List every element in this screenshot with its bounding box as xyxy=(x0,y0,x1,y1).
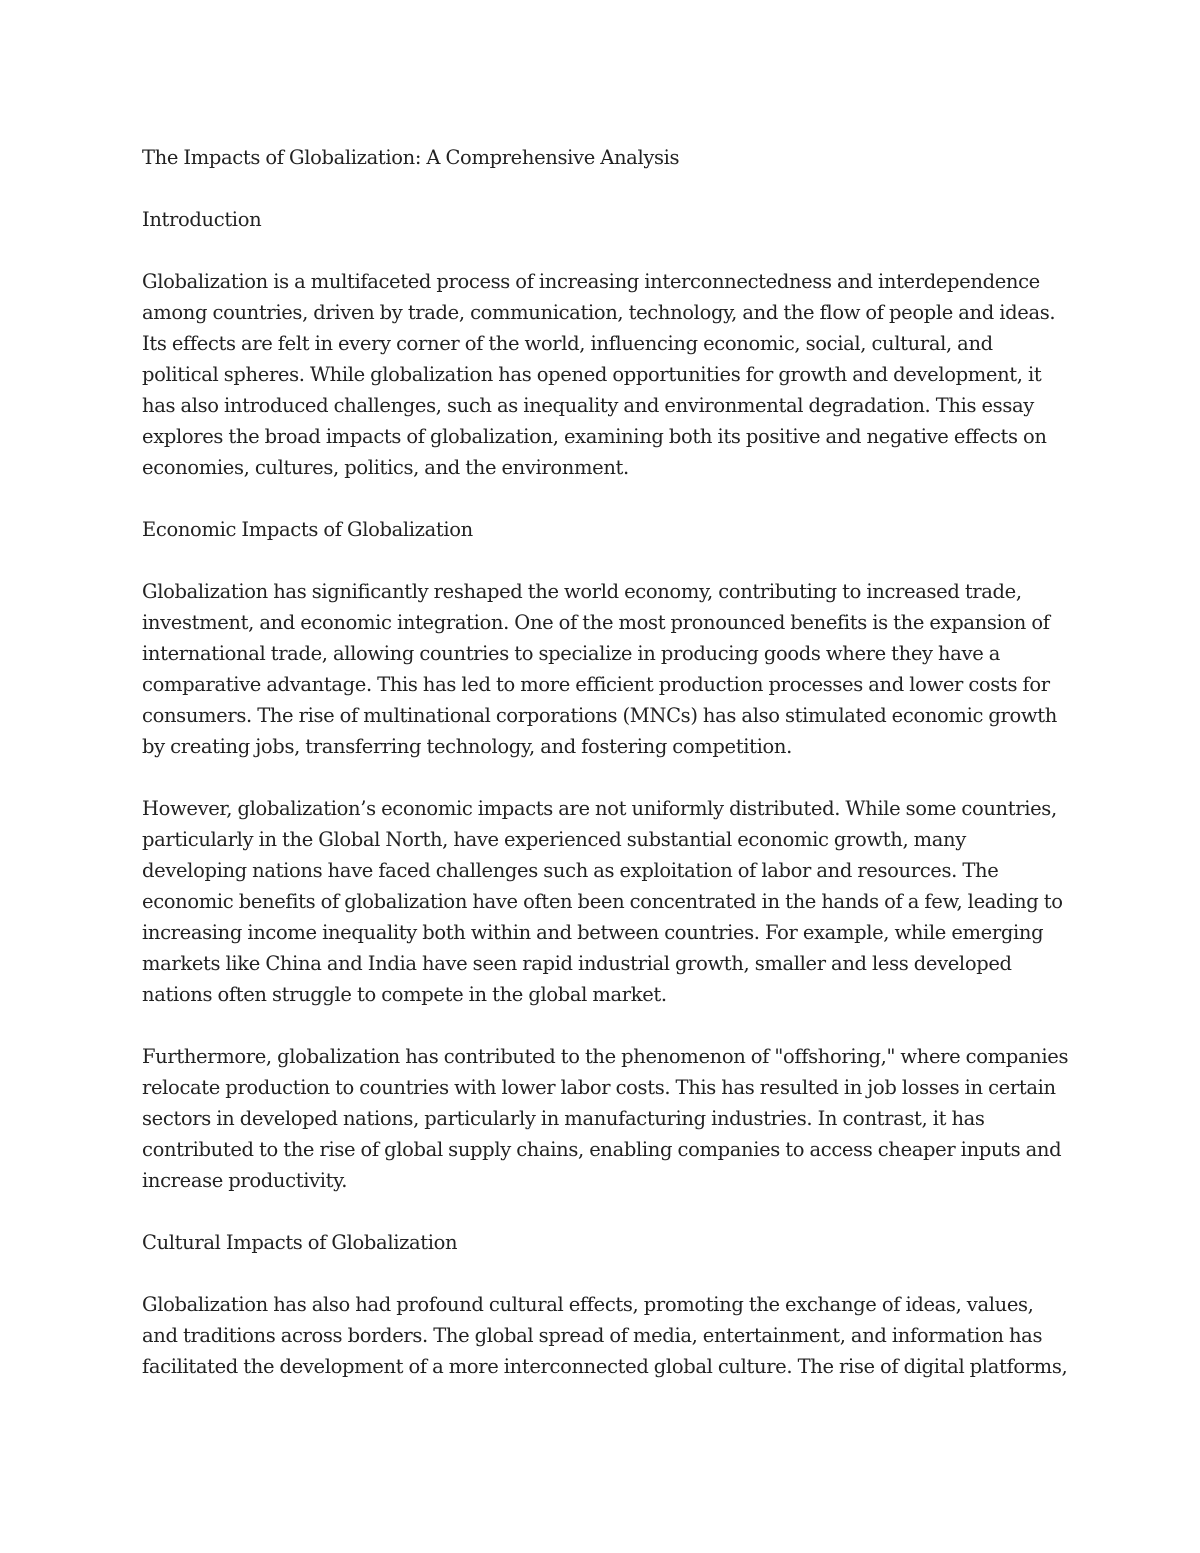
text-line: international trade, allowing countries to specialize in producing goods where they have a xyxy=(142,642,1001,665)
text-line: Its effects are felt in every corner of the world, influencing economic, social, cultural, and xyxy=(142,332,993,355)
text-line: facilitated the development of a more interconnected global culture. The rise of digital platforms, xyxy=(142,1355,1068,1378)
spacer xyxy=(142,235,1067,266)
spacer xyxy=(142,762,1067,793)
spacer xyxy=(142,483,1067,514)
text-line: by creating jobs, transferring technology, and fostering competition. xyxy=(142,735,792,758)
text-line: Globalization is a multifaceted process of increasing interconnectedness and interdependence xyxy=(142,270,1040,293)
section-heading-introduction: Introduction xyxy=(142,208,262,231)
paragraph-economic-3 xyxy=(142,1041,1067,1196)
document-body xyxy=(142,142,1067,1382)
paragraph-cultural-1 xyxy=(142,1289,1067,1382)
text-line: sectors in developed nations, particularly in manufacturing industries. In contrast, it has xyxy=(142,1107,985,1130)
text-line: particularly in the Global North, have experienced substantial economic growth, many xyxy=(142,828,966,851)
spacer xyxy=(142,173,1067,204)
paragraph-introduction xyxy=(142,266,1067,483)
section-heading-cultural: Cultural Impacts of Globalization xyxy=(142,1231,458,1254)
text-line: explores the broad impacts of globalization, examining both its positive and negative effects on xyxy=(142,425,1047,448)
text-line: increase productivity. xyxy=(142,1169,348,1192)
text-line: political spheres. While globalization has opened opportunities for growth and development, it xyxy=(142,363,1042,386)
paragraph-economic-2 xyxy=(142,793,1067,1010)
section-heading-economic: Economic Impacts of Globalization xyxy=(142,518,473,541)
text-line: and traditions across borders. The global spread of media, entertainment, and information has xyxy=(142,1324,1043,1347)
text-line: nations often struggle to compete in the global market. xyxy=(142,983,667,1006)
text-line: economic benefits of globalization have often been concentrated in the hands of a few, leading to xyxy=(142,890,1063,913)
spacer xyxy=(142,1258,1067,1289)
text-line: investment, and economic integration. One of the most pronounced benefits is the expansion of xyxy=(142,611,1050,634)
document-title: The Impacts of Globalization: A Comprehensive Analysis xyxy=(142,146,680,169)
spacer xyxy=(142,545,1067,576)
text-line: contributed to the rise of global supply chains, enabling companies to access cheaper inputs and xyxy=(142,1138,1062,1161)
text-line: Globalization has also had profound cultural effects, promoting the exchange of ideas, values, xyxy=(142,1293,1034,1316)
spacer xyxy=(142,1196,1067,1227)
text-line: economies, cultures, politics, and the environment. xyxy=(142,456,629,479)
text-line: Furthermore, globalization has contributed to the phenomenon of "offshoring," where companies xyxy=(142,1045,1069,1068)
text-line: consumers. The rise of multinational corporations (MNCs) has also stimulated economic growth xyxy=(142,704,1057,727)
text-line: increasing income inequality both within and between countries. For example, while emerging xyxy=(142,921,1044,944)
text-line: comparative advantage. This has led to more efficient production processes and lower costs for xyxy=(142,673,1050,696)
text-line: markets like China and India have seen rapid industrial growth, smaller and less developed xyxy=(142,952,1012,975)
spacer xyxy=(142,1010,1067,1041)
text-line: However, globalization’s economic impacts are not uniformly distributed. While some countries, xyxy=(142,797,1057,820)
text-line: has also introduced challenges, such as inequality and environmental degradation. This essay xyxy=(142,394,1034,417)
text-line: among countries, driven by trade, communication, technology, and the flow of people and ideas. xyxy=(142,301,1056,324)
text-line: Globalization has significantly reshaped the world economy, contributing to increased trade, xyxy=(142,580,1022,603)
text-line: developing nations have faced challenges such as exploitation of labor and resources. The xyxy=(142,859,999,882)
text-line: relocate production to countries with lower labor costs. This has resulted in job losses in certain xyxy=(142,1076,1056,1099)
paragraph-economic-1 xyxy=(142,576,1067,762)
